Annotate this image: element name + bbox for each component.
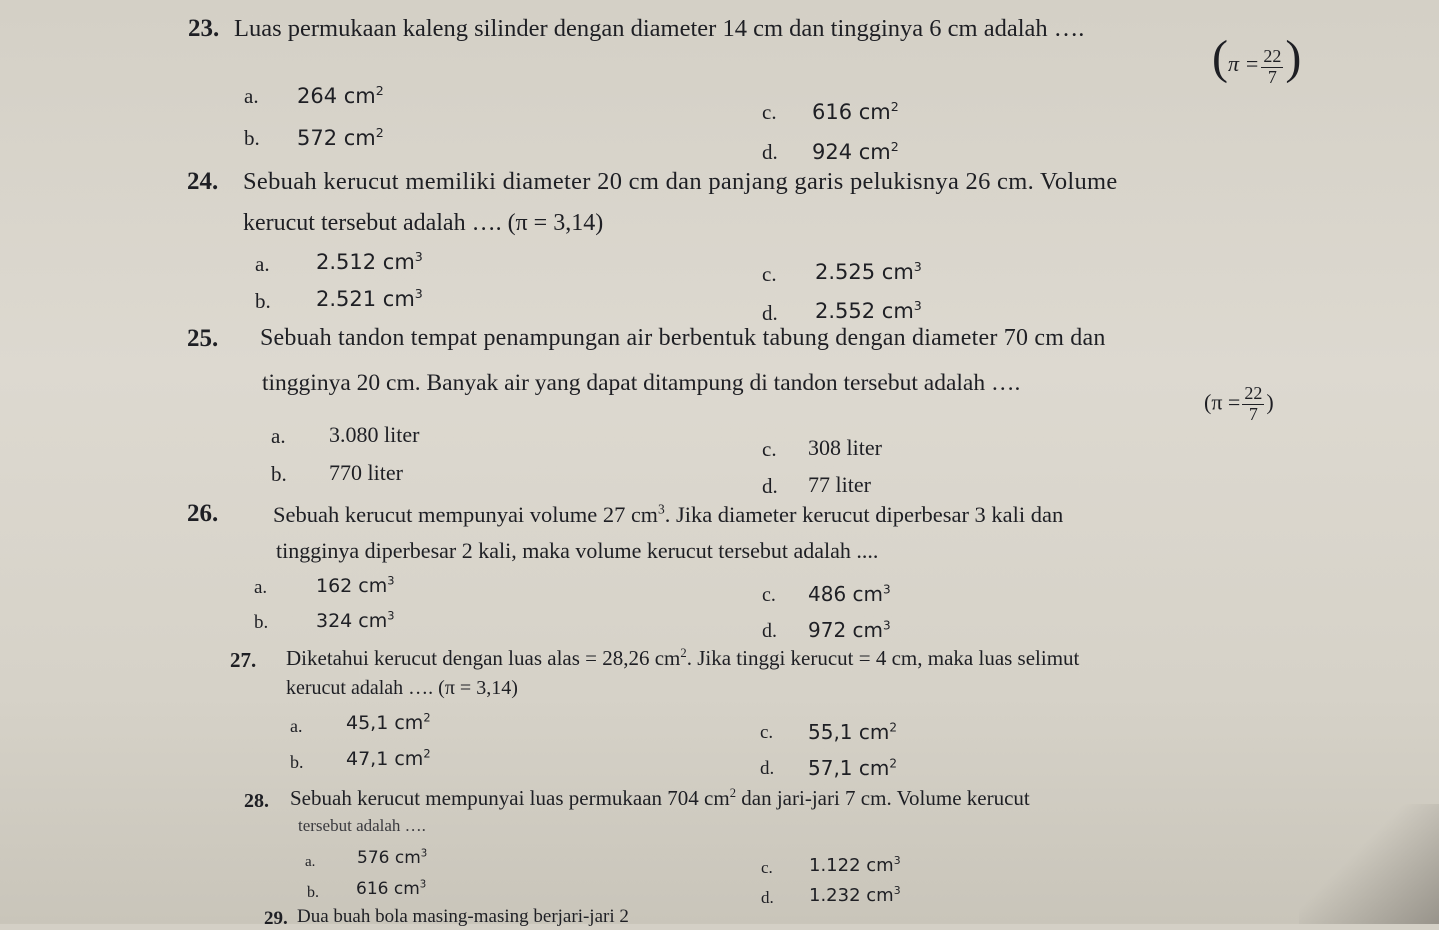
option-value: 770 liter: [329, 460, 403, 485]
question-text: Dua buah bola masing-masing berjari-jari 2: [297, 906, 629, 927]
option-value: 616 $cm^2$: [812, 99, 899, 124]
option-letter: d.: [762, 474, 778, 498]
page-shadow: [1299, 804, 1439, 924]
option-letter: c.: [760, 722, 774, 743]
option-value: 162 $cm^3$: [316, 573, 395, 597]
question-number: 28.: [244, 790, 269, 812]
option-value: 45,1 $cm^2$: [346, 710, 431, 734]
option-value: 2.552 $cm^3$: [815, 298, 922, 323]
option-letter: c.: [762, 100, 777, 124]
option-letter: c.: [762, 437, 777, 461]
question-text: Sebuah tandon tempat penampungan air berbentuk tabung dengan diameter 70 cm dan: [260, 325, 1106, 351]
question-text: Sebuah kerucut mempunyai luas permukaan 704 $cm^2$ dan jari-jari 7 cm. Volume kerucut: [290, 786, 1030, 810]
option-value: 47,1 $cm^2$: [346, 746, 431, 770]
option-value: 616 $cm^3$: [356, 879, 427, 899]
question-text: Sebuah kerucut mempunyai volume 27 $cm^3$. Jika diameter kerucut diperbesar 3 kali dan: [273, 501, 1064, 527]
question-number: 29.: [264, 908, 288, 929]
question-text: tersebut adalah ….: [298, 816, 426, 835]
option-letter: a.: [290, 716, 303, 736]
question-number: 26.: [187, 500, 219, 527]
option-value: 2.521 $cm^3$: [316, 286, 423, 311]
question-text: Diketahui kerucut dengan luas alas = 28,26 $cm^2$. Jika tinggi kerucut = 4 cm, maka luas selimut: [286, 646, 1080, 670]
option-value: 576 $cm^3$: [357, 848, 428, 868]
option-letter: a.: [255, 252, 270, 276]
question-text: kerucut adalah …. (π = 3,14): [286, 677, 518, 699]
question-text: tingginya 20 cm. Banyak air yang dapat ditampung di tandon tersebut adalah ….: [262, 370, 1021, 396]
pi-note: (π = $\frac{22}{7}$ ): [1212, 31, 1302, 87]
option-value: 572 $cm^2$: [297, 125, 384, 150]
option-letter: b.: [307, 884, 319, 901]
option-value: 486 $cm^3$: [808, 582, 891, 606]
option-letter: a.: [271, 424, 286, 448]
option-letter: c.: [762, 584, 776, 606]
option-value: 55,1 $cm^2$: [808, 720, 898, 744]
option-letter: d.: [761, 888, 774, 907]
option-value: 924 $cm^2$: [812, 139, 899, 164]
option-value: 57,1 $cm^2$: [808, 756, 898, 780]
option-value: 264 $cm^2$: [297, 83, 384, 108]
option-letter: b.: [244, 126, 260, 150]
question-text: tingginya diperbesar 2 kali, maka volume kerucut tersebut adalah ....: [276, 538, 879, 563]
option-value: 77 liter: [808, 472, 871, 497]
question-number: 25.: [187, 325, 219, 352]
option-letter: a.: [305, 854, 316, 870]
option-letter: d.: [762, 301, 778, 325]
option-value: 2.525 $cm^3$: [815, 259, 922, 284]
option-letter: d.: [762, 620, 777, 642]
question-number: 23.: [188, 15, 220, 42]
question-text: Sebuah kerucut memiliki diameter 20 cm dan panjang garis pelukisnya 26 cm. Volume: [243, 168, 1118, 195]
option-letter: a.: [254, 577, 268, 598]
option-letter: c.: [761, 858, 773, 877]
option-value: 972 $cm^3$: [808, 618, 891, 642]
option-letter: a.: [244, 84, 259, 108]
option-letter: b.: [271, 462, 287, 486]
option-value: 3.080 liter: [329, 422, 420, 447]
option-letter: b.: [255, 289, 271, 313]
option-value: 2.512 $cm^3$: [316, 249, 423, 274]
question-number: 27.: [230, 648, 257, 672]
option-value: 1.232 $cm^3$: [809, 884, 901, 906]
pi-note: (π = $\frac{22}{7}$ ): [1204, 383, 1274, 424]
option-letter: d.: [760, 758, 775, 779]
question-text: kerucut tersebut adalah …. (π = 3,14): [243, 210, 604, 236]
option-letter: b.: [290, 752, 304, 772]
option-value: 1.122 $cm^3$: [809, 854, 901, 876]
option-value: 308 liter: [808, 435, 882, 460]
question-number: 24.: [187, 168, 219, 195]
option-value: 324 $cm^3$: [316, 608, 395, 632]
option-letter: d.: [762, 140, 778, 164]
option-letter: c.: [762, 262, 777, 286]
option-letter: b.: [254, 612, 269, 633]
question-text: Luas permukaan kaleng silinder dengan diameter 14 cm dan tingginya 6 cm adalah ….: [234, 15, 1085, 42]
